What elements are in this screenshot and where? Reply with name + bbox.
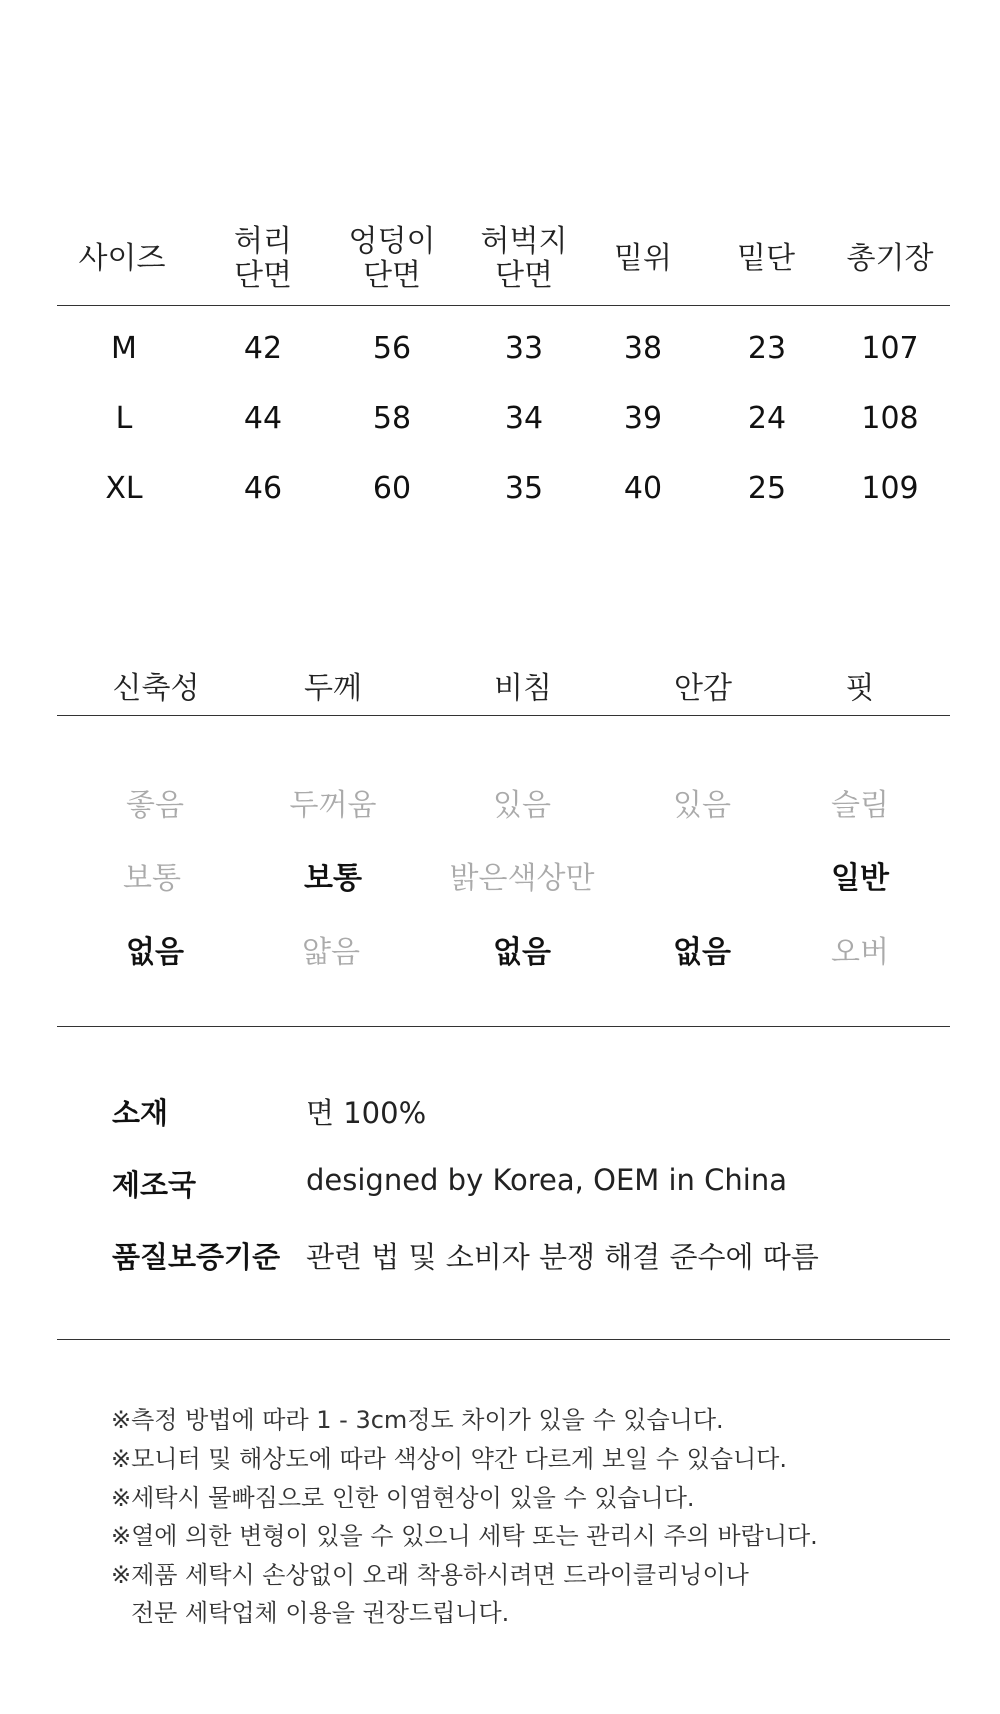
option-lining-none: 없음 bbox=[673, 935, 731, 970]
option-sheer-yes: 있음 bbox=[493, 788, 551, 823]
size-header-hip bbox=[349, 225, 436, 293]
option-fit-slim: 슬림 bbox=[831, 788, 889, 823]
note-line: ※열에 의한 변형이 있을 수 있으니 세탁 또는 관리시 주의 바랍니다. bbox=[111, 1522, 818, 1550]
prop-header-sheerness: 비침 bbox=[494, 671, 552, 706]
table-cell: 40 bbox=[623, 471, 663, 506]
table-cell: 38 bbox=[623, 331, 663, 366]
header-text: 엉덩이 bbox=[348, 224, 436, 259]
table-cell: 44 bbox=[243, 401, 283, 436]
note-line: ※모니터 및 해상도에 따라 색상이 약간 다르게 보일 수 있습니다. bbox=[111, 1445, 787, 1473]
table-cell: 39 bbox=[623, 401, 663, 436]
header-text: 단면 bbox=[495, 258, 553, 293]
option-sheer-light-only: 밝은색상만 bbox=[449, 861, 595, 896]
option-lining-yes: 있음 bbox=[673, 788, 731, 823]
table-cell: 23 bbox=[747, 331, 787, 366]
table-cell: 33 bbox=[504, 331, 544, 366]
prop-header-fit: 핏 bbox=[845, 671, 875, 706]
table-cell: 34 bbox=[504, 401, 544, 436]
header-text: 단면 bbox=[363, 258, 421, 293]
option-stretch-normal: 보통 bbox=[123, 861, 181, 896]
size-header-hem bbox=[737, 242, 795, 276]
info-bottom-divider bbox=[57, 1339, 950, 1340]
origin-label: 제조국 bbox=[112, 1168, 197, 1202]
size-header-thigh bbox=[481, 225, 568, 293]
table-cell: 42 bbox=[243, 331, 283, 366]
option-thickness-thin: 얇음 bbox=[302, 935, 360, 970]
prop-header-divider bbox=[57, 715, 950, 716]
header-text: 허리 bbox=[234, 224, 292, 259]
material-label: 소재 bbox=[112, 1096, 169, 1130]
header-text: 단면 bbox=[234, 258, 292, 293]
header-text: 사이즈 bbox=[78, 241, 166, 276]
option-thickness-normal: 보통 bbox=[304, 861, 362, 896]
table-cell: 109 bbox=[861, 471, 919, 506]
table-cell: 107 bbox=[861, 331, 919, 366]
table-cell: 60 bbox=[372, 471, 412, 506]
warranty-label: 품질보증기준 bbox=[112, 1240, 281, 1274]
table-cell: 35 bbox=[504, 471, 544, 506]
table-cell: 108 bbox=[861, 401, 919, 436]
option-stretch-good: 좋음 bbox=[126, 788, 184, 823]
header-text: 총기장 bbox=[846, 241, 934, 276]
size-header-rise bbox=[614, 242, 672, 276]
origin-value: designed by Korea, OEM in China bbox=[306, 1163, 787, 1197]
size-header-length bbox=[847, 242, 934, 276]
prop-header-thickness: 두께 bbox=[304, 671, 362, 706]
option-fit-regular: 일반 bbox=[831, 861, 889, 896]
note-line: ※세탁시 물빠짐으로 인한 이염현상이 있을 수 있습니다. bbox=[111, 1484, 695, 1512]
header-text: 밑단 bbox=[737, 241, 795, 276]
warranty-value: 관련 법 및 소비자 분쟁 해결 준수에 따름 bbox=[306, 1240, 819, 1274]
note-line: 전문 세탁업체 이용을 권장드립니다. bbox=[131, 1599, 510, 1627]
size-label: XL bbox=[105, 471, 143, 506]
table-cell: 58 bbox=[372, 401, 412, 436]
option-stretch-none: 없음 bbox=[126, 935, 184, 970]
size-header-waist bbox=[234, 225, 292, 293]
note-line: ※제품 세탁시 손상없이 오래 착용하시려면 드라이클리닝이나 bbox=[111, 1561, 749, 1589]
size-header-divider bbox=[57, 305, 950, 306]
option-fit-over: 오버 bbox=[831, 935, 889, 970]
properties-bottom-divider bbox=[57, 1026, 950, 1027]
size-label: L bbox=[115, 401, 133, 436]
option-sheer-none: 없음 bbox=[493, 935, 551, 970]
table-cell: 25 bbox=[747, 471, 787, 506]
material-value: 면 100% bbox=[306, 1096, 427, 1130]
size-label: M bbox=[111, 331, 137, 366]
prop-header-lining: 안감 bbox=[674, 671, 732, 706]
note-line: ※측정 방법에 따라 1 - 3cm정도 차이가 있을 수 있습니다. bbox=[111, 1406, 724, 1434]
table-cell: 56 bbox=[372, 331, 412, 366]
table-cell: 46 bbox=[243, 471, 283, 506]
header-text: 허벅지 bbox=[480, 224, 568, 259]
header-text: 밑위 bbox=[614, 241, 672, 276]
option-thickness-thick: 두꺼움 bbox=[289, 788, 377, 823]
prop-header-stretch: 신축성 bbox=[112, 671, 200, 706]
size-header-size bbox=[79, 242, 166, 276]
table-cell: 24 bbox=[747, 401, 787, 436]
